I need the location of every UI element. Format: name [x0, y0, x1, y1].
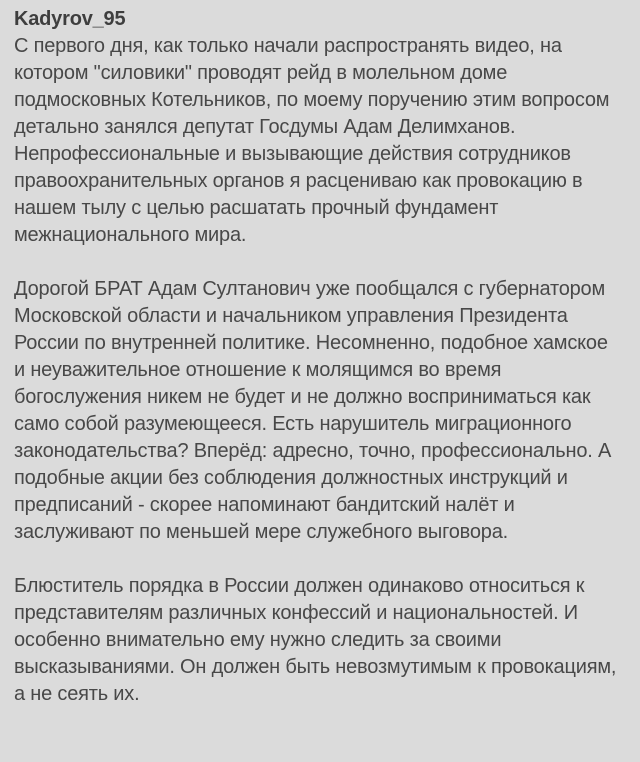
post-paragraph: Дорогой БРАТ Адам Султанович уже пообщался с губернатором Московской области и начальником управления Президента России по внутренней политике. Несомненно, подобное хамское и неуважительное отношение к молящимся во время богослужения никем не будет и не должно восприниматься как само собой разумеющееся. Есть нарушитель миграционного законодательства? Вперёд: адресно, точно, профессионально. А подобные акции без соблюдения должностных инструкций и предписаний - скорее напоминают бандитский налёт и заслуживают по меньшей мере служебного выговора. — [14, 278, 612, 543]
post-block — [14, 276, 620, 546]
post-paragraph: Блюститель порядка в России должен одинаково относиться к представителям различных конфессий и национальностей. И особенно внимательно ему нужно следить за своими высказываниями. Он должен быть невозмутимым к провокациям, а не сеять их. — [14, 575, 617, 705]
channel-name: Kadyrov_95 — [14, 8, 126, 30]
post-paragraph: С первого дня, как только начали распространять видео, на котором "силовики" проводят рейд в молельном доме подмосковных Котельников, по моему поручению этим вопросом детально занялся депутат Госдумы Адам Делимханов. — [14, 35, 610, 138]
post-block — [14, 573, 620, 708]
post-paragraph: Непрофессиональные и вызывающие действия сотрудников правоохранительных органов я расцениваю как провокацию в нашем тылу с целью расшатать прочный фундамент межнационального мира. — [14, 143, 583, 246]
post-block — [14, 33, 620, 249]
